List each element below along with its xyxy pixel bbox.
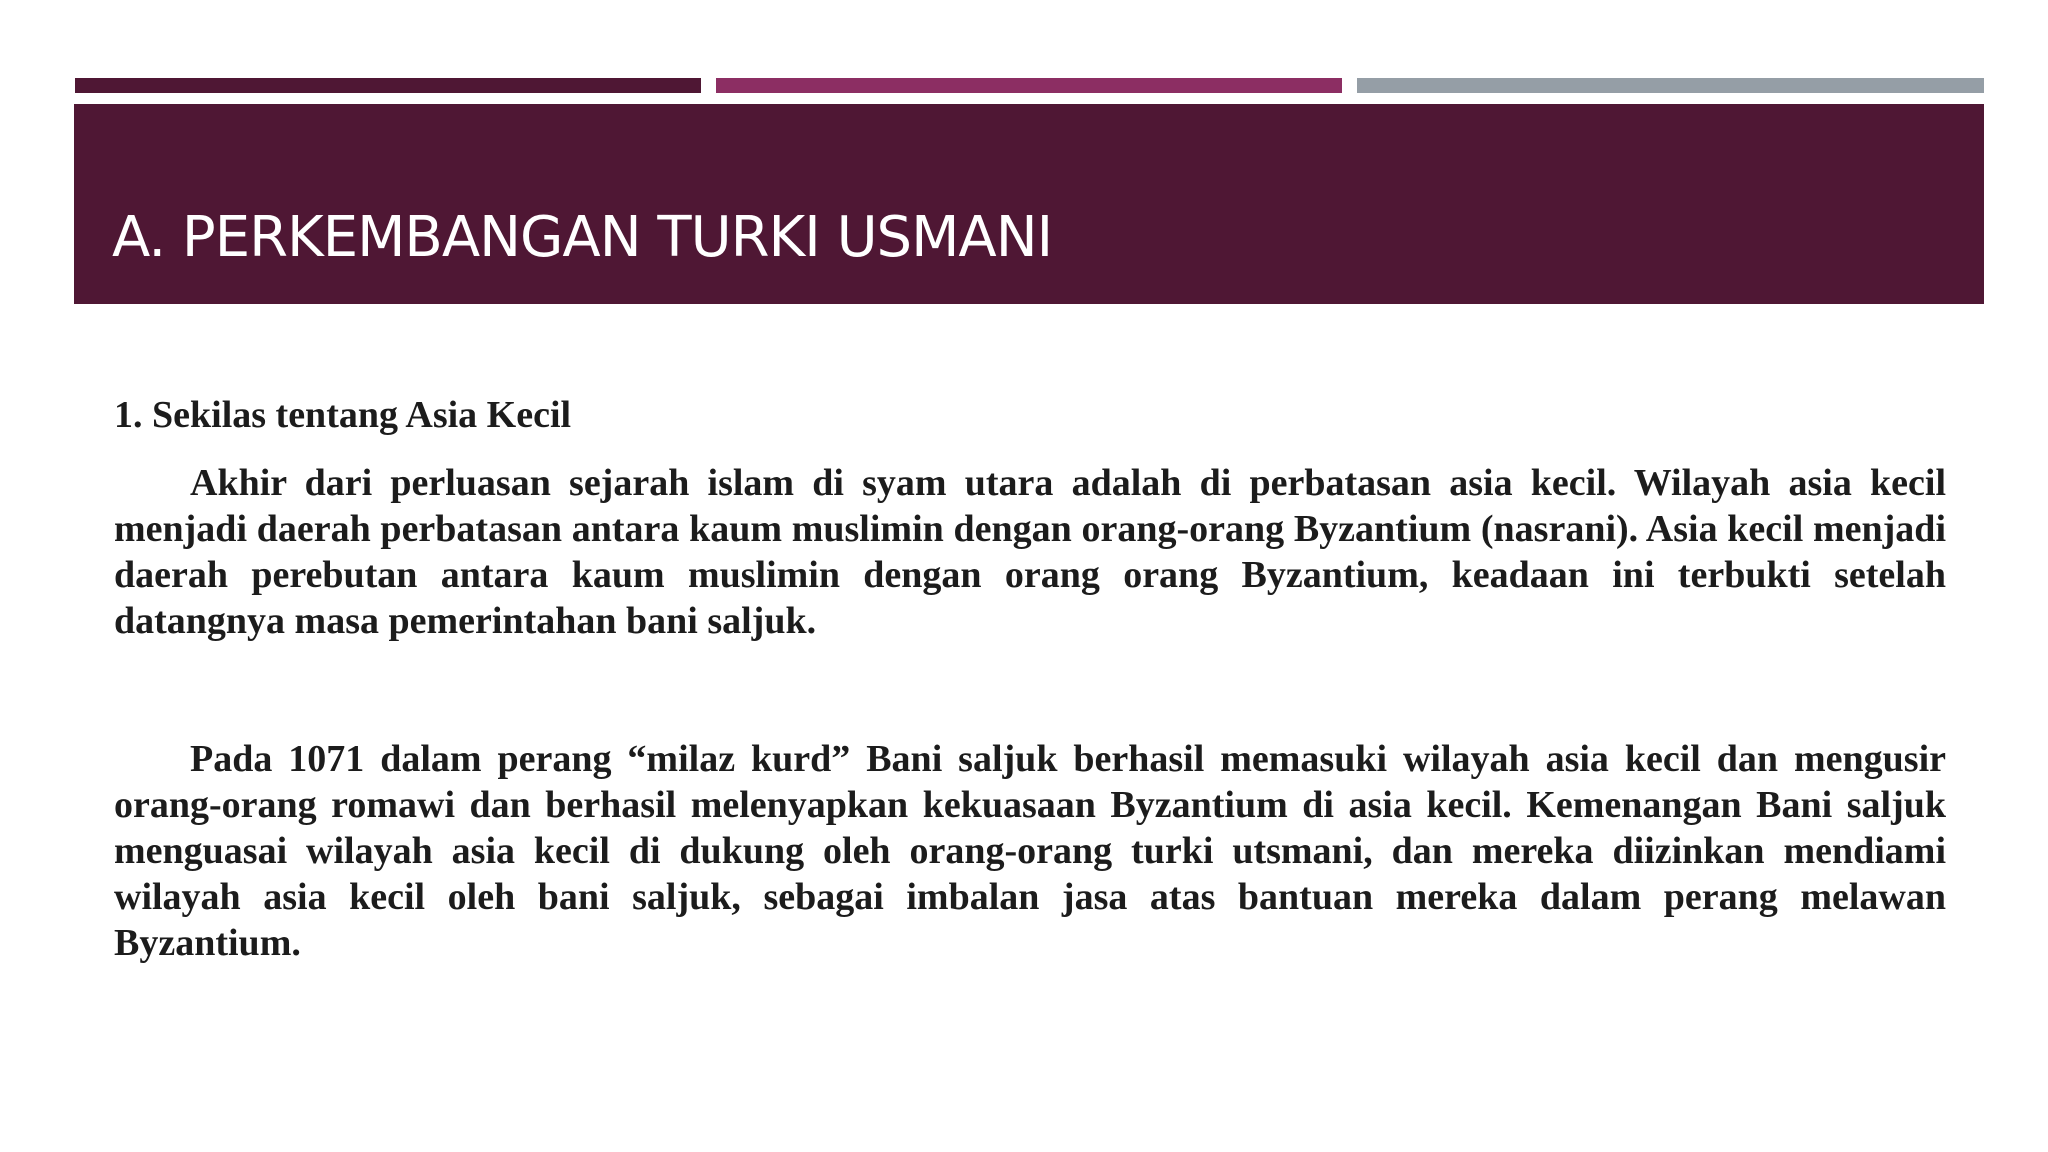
accent-bar-dark [75, 78, 701, 93]
section-heading: 1. Sekilas tentang Asia Kecil [114, 394, 572, 436]
title-band [74, 104, 1984, 304]
slide-title: A. PERKEMBANGAN TURKI USMANI [112, 205, 1053, 270]
paragraph-1: Akhir dari perluasan sejarah islam di syam utara adalah di perbatasan asia kecil. Wilayah asia kecil menjadi daerah perbatasan antara kaum muslimin dengan orang-orang Byzantium (nasrani). Asia kecil menjadi daerah perebutan antara kaum muslimin dengan orang orang Byzantium, keadaan ini terbukti setelah datangnya masa pemerintahan bani saljuk. [114, 462, 1946, 642]
accent-bar-gray [1357, 78, 1984, 93]
paragraph-2: Pada 1071 dalam perang “milaz kurd” Bani saljuk berhasil memasuki wilayah asia kecil dan mengusir orang-orang romawi dan berhasil melenyapkan kekuasaan Byzantium di asia kecil. Kemenangan Bani saljuk menguasai wilayah asia kecil di dukung oleh orang-orang turki utsmani, dan mereka diizinkan mendiami wilayah asia kecil oleh bani saljuk, sebagai imbalan jasa atas bantuan mereka dalam perang melawan Byzantium. [114, 738, 1946, 964]
slide-content [114, 392, 1946, 966]
accent-bar-magenta [716, 78, 1342, 93]
